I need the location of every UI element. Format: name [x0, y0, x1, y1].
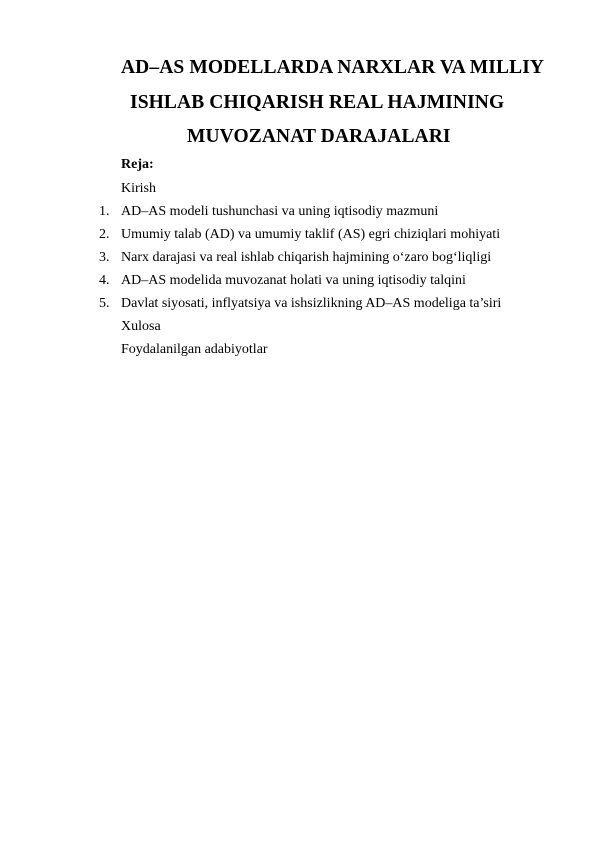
plan-item-number: 2.	[99, 227, 110, 242]
plan-heading: Reja:	[121, 157, 154, 172]
plan-references: Foydalanilgan adabiyotlar	[121, 342, 268, 357]
plan-intro: Kirish	[121, 181, 156, 196]
title-line-1: AD–AS MODELLARDA NARXLAR VA MILLIY	[121, 57, 545, 78]
title-line-2: ISHLAB CHIQARISH REAL HAJMINING	[130, 92, 505, 113]
plan-item-text: Davlat siyosati, inflyatsiya va ishsizlikning AD–AS modeliga ta’siri	[121, 296, 502, 311]
title-line-3: MUVOZANAT DARAJALARI	[187, 126, 451, 147]
plan-item-number: 5.	[99, 296, 110, 311]
plan-item-text: Umumiy talab (AD) va umumiy taklif (AS) egri chiziqlari mohiyati	[121, 227, 501, 242]
plan-item-text: AD–AS modeli tushunchasi va uning iqtisodiy mazmuni	[121, 204, 439, 219]
plan-item-number: 3.	[99, 250, 110, 265]
plan-item-number: 4.	[99, 273, 110, 288]
plan-conclusion: Xulosa	[121, 319, 161, 334]
plan-item-text: AD–AS modelida muvozanat holati va uning iqtisodiy talqini	[121, 273, 466, 288]
plan-item-number: 1.	[99, 204, 110, 219]
plan-item-text: Narx darajasi va real ishlab chiqarish hajmining o‘zaro bog‘liqligi	[121, 250, 492, 265]
